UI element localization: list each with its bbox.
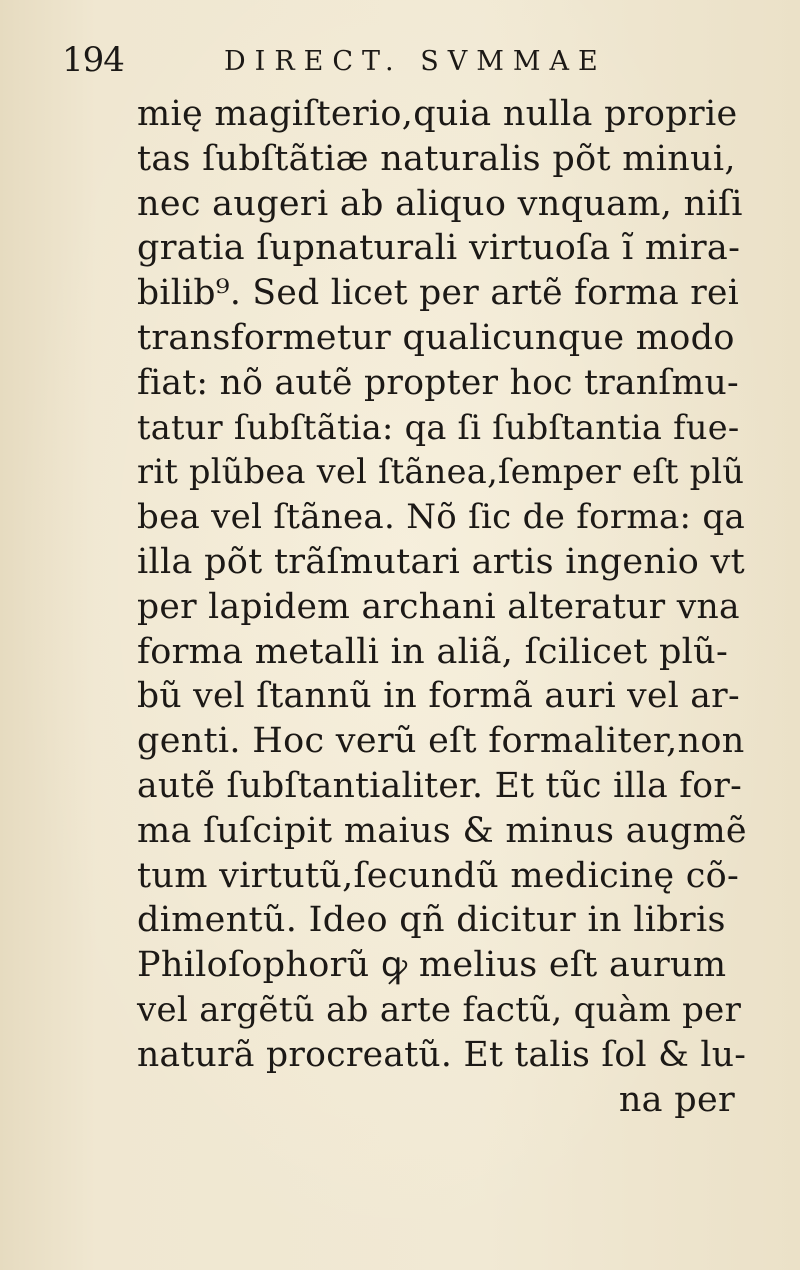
text-line: dimentũ. Ideo qñ dicitur in libris [137,900,726,941]
text-line: gratia ſupnaturali virtuoſa ĩ mira- [137,228,741,269]
text-line: nec augeri ab aliquo vnquam, niſi [137,183,743,224]
page-header [62,36,762,86]
text-line: tatur ſubſtãtia: qa ſi ſubſtantia fue- [137,407,740,447]
text-line: vel argẽtũ ab arte factũ, quàm per [137,989,742,1030]
text-line: fiat: nõ autẽ propter hoc tranſmu- [137,362,739,403]
text-line: transformetur qualicunque modo [137,317,735,358]
text-line: tum virtutũ,ſecundũ medicinę cõ- [137,855,740,896]
text-line: Philoſophorũ ꝙ melius eſt aurum [137,945,727,986]
text-line: rit plũbea vel ſtãnea,ſemper eſt plũ [137,452,745,492]
text-line: per lapidem archani alteratur vna [137,586,740,627]
text-line: bũ vel ſtannũ in formã auri vel ar- [137,676,740,717]
text-line: naturã procreatũ. Et talis ſol & lu- [137,1034,747,1075]
text-line: autẽ ſubſtantialiter. Et tũc illa for- [137,765,743,806]
text-line: bilib⁹. Sed licet per artẽ forma rei [137,273,740,314]
text-line-catchword: na per [618,1079,735,1120]
text-line: tas ſubſtãtiæ naturalis põt minui, [137,138,736,179]
text-line: genti. Hoc verũ eſt formaliter,non [137,721,745,762]
text-line: ma ſuſcipit maius & minus augmẽ [137,810,747,851]
text-line: bea vel ſtãnea. Nõ ſic de forma: qa [137,497,746,538]
running-head: DIRECT. SVMMAE [224,46,607,77]
body-text [137,92,747,1122]
page-number: 194 [62,40,124,80]
text-line: illa põt trãſmutari artis ingenio vt [137,541,745,582]
text-line: forma metalli in aliã, ſcilicet plũ- [137,631,729,672]
text-line: mię magiſterio,quia nulla proprie [137,94,738,134]
